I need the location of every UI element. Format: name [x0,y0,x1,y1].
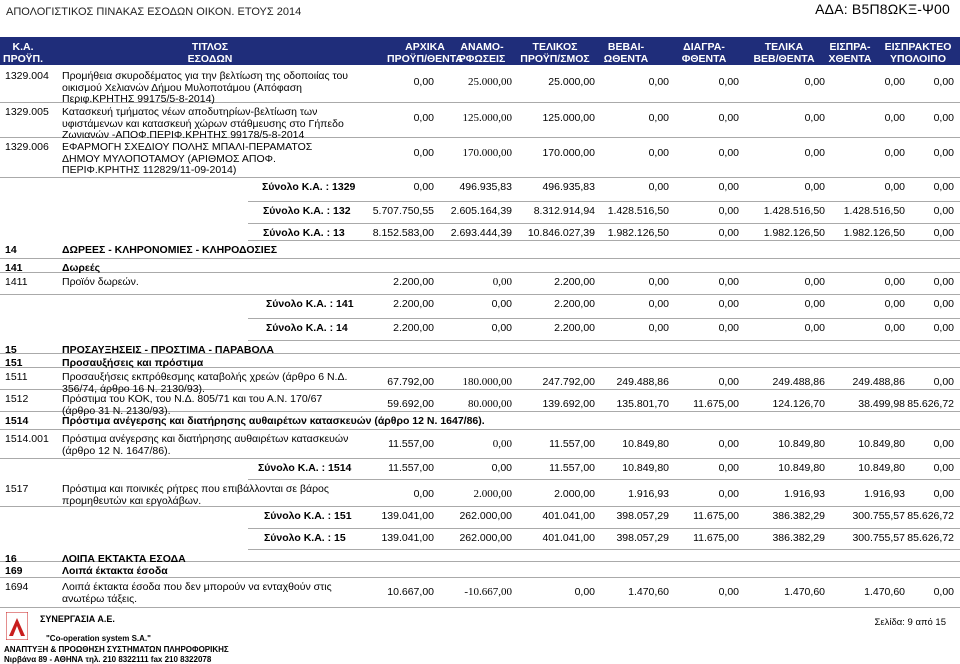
footer-address: Νιρβάνα 89 - ΑΘΗΝΑ τηλ. 210 8322111 fax 210 8322078 [4,655,212,664]
header-ka-line: Κ.Α. [12,41,34,53]
header-diagrafenta-line: ΔΙΑΓΡΑ- [683,41,725,53]
header-telikos [515,41,595,65]
cell-value: 0,00 [804,76,825,88]
cell-value: 0,00 [718,462,739,474]
subtotal-label: Σύνολο Κ.Α. : 15 [264,532,346,544]
subtotal-label: Σύνολο Κ.Α. : 13 [263,227,345,239]
cell-value: 1.982.126,50 [607,227,669,239]
header-telika_vev [746,41,822,65]
cell-value: 0,00 [491,298,512,310]
cell-value: 8.312.914,94 [533,205,595,217]
header-ypoloipo [878,41,958,65]
header-title-line: ΕΣΟΔΩΝ [187,53,233,65]
row-code: 1329.006 [5,141,49,153]
cell-value: 139.041,00 [381,532,434,544]
cell-value: 1.982.126,50 [843,227,905,239]
cell-value: 0,00 [648,112,669,124]
cell-value: 247.792,00 [542,376,595,388]
cell-value: 0,00 [492,276,512,288]
cell-value: 0,00 [718,322,739,334]
cell-value: 8.152.583,00 [372,227,434,239]
row-description: προμηθευτών και εργολάβων. [62,494,202,507]
subtotal-label: Σύνολο Κ.Α. : 14 [266,322,348,334]
cell-value: 2.200,00 [393,298,434,310]
cell-value: 2.605.164,39 [450,205,512,217]
cell-value: 0,00 [933,462,954,474]
cell-value: 0,00 [884,298,905,310]
cell-value: 398.057,29 [616,532,669,544]
cell-value: 249.488,86 [772,376,825,388]
cell-value: 386.382,29 [772,532,825,544]
cell-value: 401.041,00 [542,532,595,544]
cell-value: 0,00 [574,586,595,598]
cell-value: 0,00 [718,586,739,598]
header-eispraxthenta [818,41,882,65]
header-ypoloipo-line: ΕΙΣΠΡΑΚΤΕΟ [884,41,952,53]
cell-value: 1.470,60 [628,586,669,598]
row-description: Λοιπά έκτακτα έσοδα [62,565,168,577]
row-separator [248,549,960,550]
cell-value: 0,00 [413,147,434,159]
cell-value: 0,00 [804,147,825,159]
cell-value: 0,00 [933,438,954,450]
cell-value: 11.675,00 [693,532,739,544]
row-code: 1329.004 [5,70,49,82]
cell-value: 11.557,00 [388,462,434,474]
row-code: 151 [5,357,23,369]
cell-value: 0,00 [718,181,739,193]
row-separator [248,201,960,202]
header-title-line: ΤΙΤΛΟΣ [191,41,229,53]
row-description: ΠΕΡΙΦ.ΚΡΗΤΗΣ 112829/11-09-2014) [62,164,237,176]
header-ypoloipo-line: ΥΠΟΛΟΙΠΟ [889,53,947,65]
subtotal-label: Σύνολο Κ.Α. : 1329 [262,181,356,193]
row-description: Δωρεές [62,262,101,274]
page-number: Σελίδα: 9 από 15 [874,617,946,628]
row-code: 15 [5,344,17,356]
page-title: ΑΠΟΛΟΓΙΣΤΙΚΟΣ ΠΙΝΑΚΑΣ ΕΣΟΔΩΝ ΟΙΚΟΝ. ΕΤΟΥΣ 2014 [6,6,302,18]
cell-value: 0,00 [933,322,954,334]
cell-value: 0,00 [648,76,669,88]
row-separator [0,272,960,273]
cell-value: 10.846.027,39 [527,227,595,239]
header-arxika-line: ΠΡΟΫΠ/ΘΕΝΤΑ [387,53,463,65]
row-description: ΔΩΡΕΕΣ - ΚΛΗΡΟΝΟΜΙΕΣ - ΚΛΗΡΟΔΟΣΙΕΣ [62,244,278,256]
cell-value: 67.792,00 [387,376,434,388]
row-separator [248,223,960,224]
cell-value: 0,00 [933,112,954,124]
row-separator [0,458,960,459]
header-eispraxthenta-line: ΕΙΣΠΡΑ- [829,41,871,53]
cell-value: 0,00 [933,205,954,217]
row-description: (άρθρο 12 Ν. 1647/86). [62,444,171,457]
cell-value: 11.675,00 [693,398,739,410]
cell-value: 1.470,60 [784,586,825,598]
row-code: 14 [5,244,17,256]
cell-value: 170.000,00 [462,147,512,159]
row-description: Κατασκευή τμήματος νέων αποδυτηρίων-βελτίωση των [62,106,318,118]
row-separator [0,294,960,295]
header-telikos-line: ΤΕΛΙΚΟΣ [532,41,578,53]
row-separator [248,479,960,480]
cell-value: 1.916,93 [864,488,905,500]
cell-value: 139.041,00 [381,510,434,522]
cell-value: 0,00 [413,488,434,500]
cell-value: 10.849,80 [858,438,905,450]
cell-value: 59.692,00 [387,398,434,410]
row-separator [248,318,960,319]
cell-value: 124.126,70 [772,398,825,410]
row-description: Πρόστιμα ανέγερσης και διατήρησης αυθαιρέτων κατασκευών (άρθρο 12 Ν. 1647/86). [62,415,485,427]
cell-value: 0,00 [492,438,512,450]
cell-value: 1.916,93 [784,488,825,500]
header-anamorfoseis-line: ΑΝΑΜΟ- [460,41,504,53]
cell-value: 386.382,29 [772,510,825,522]
footer-dev: ΑΝΑΠΤΥΞΗ & ΠΡΟΩΘΗΣΗ ΣΥΣΤΗΜΑΤΩΝ ΠΛΗΡΟΦΟΡΙΚΗΣ [4,645,229,654]
cell-value: 25.000,00 [468,76,512,88]
cell-value: 0,00 [804,181,825,193]
cell-value: 300.755,57 [852,510,905,522]
row-code: 1514.001 [5,433,49,445]
cell-value: 2.000,00 [473,488,512,500]
cell-value: 0,00 [884,112,905,124]
cell-value: 180.000,00 [462,376,512,388]
cell-value: 0,00 [648,298,669,310]
row-description: (άρθρο 31 Ν. 2130/93). [62,404,171,417]
cell-value: 10.849,80 [622,438,669,450]
cell-value: 0,00 [804,276,825,288]
row-description: Ζωνιανών -ΑΠΟΦ.ΠΕΡΙΦ.ΚΡΗΤΗΣ 99178/5-8-2014 [62,129,305,141]
cell-value: 0,00 [491,462,512,474]
row-separator [0,177,960,178]
subtotal-label: Σύνολο Κ.Α. : 132 [263,205,351,217]
cell-value: 10.849,80 [778,462,825,474]
row-separator [0,577,960,578]
cell-value: 1.428.516,50 [607,205,669,217]
cell-value: 0,00 [648,181,669,193]
cell-value: 398.057,29 [616,510,669,522]
header-ka [2,41,44,65]
row-separator [248,528,960,529]
cell-value: 0,00 [933,76,954,88]
cell-value: 11.557,00 [549,462,595,474]
ada-code: ΑΔΑ: Β5Π8ΩΚΞ-Ψ00 [815,1,950,17]
cell-value: 0,00 [884,147,905,159]
cell-value: 262.000,00 [459,532,512,544]
row-description: ΔΗΜΟΥ ΜΥΛΟΠΟΤΑΜΟΥ (ΑΡΙΘΜΟΣ ΑΠΟΦ. [62,152,276,165]
cell-value: 0,00 [718,298,739,310]
cell-value: 0,00 [884,322,905,334]
header-telika_vev-line: ΤΕΛΙΚΑ [764,41,804,53]
cell-value: 0,00 [933,276,954,288]
row-code: 141 [5,262,23,274]
cell-value: 1.982.126,50 [763,227,825,239]
cell-value: 0,00 [718,76,739,88]
cell-value: 11.557,00 [388,438,434,450]
cell-value: 496.935,83 [459,181,512,193]
row-separator [0,607,960,608]
cell-value: 2.693.444,39 [450,227,512,239]
row-description: ΛΟΙΠΑ ΕΚΤΑΚΤΑ ΕΣΟΔΑ [62,553,186,565]
cell-value: 0,00 [884,181,905,193]
row-code: 1514 [5,415,29,427]
cell-value: 0,00 [718,276,739,288]
row-separator [248,240,960,241]
row-description: Πρόστιμα και ποινικές ρήτρες που επιβάλλονται σε βάρος [62,483,329,495]
header-telikos-line: ΠΡΟΫΠ/ΣΜΟΣ [520,53,590,65]
cell-value: 170.000,00 [542,147,595,159]
row-separator [0,429,960,430]
cell-value: 1.916,93 [628,488,669,500]
cell-value: 85.626,72 [907,398,954,410]
cell-value: 0,00 [933,227,954,239]
cell-value: 2.200,00 [554,276,595,288]
cell-value: 10.849,80 [778,438,825,450]
row-description: 356/74, άρθρο 16 Ν. 2130/93). [62,382,205,395]
cell-value: 10.849,80 [622,462,669,474]
cell-value: 85.626,72 [907,532,954,544]
row-code: 1512 [5,393,29,405]
cell-value: -10.667,00 [464,586,512,598]
row-description: Προϊόν δωρεών. [62,276,139,288]
header-arxika-line: ΑΡΧΙΚΑ [405,41,445,53]
header-eispraxthenta-line: ΧΘΕΝΤΑ [828,53,872,65]
cell-value: 0,00 [413,181,434,193]
cell-value: 0,00 [718,227,739,239]
cell-value: 0,00 [933,376,954,388]
cell-value: 0,00 [491,322,512,334]
cell-value: 0,00 [804,112,825,124]
header-telika_vev-line: ΒΕΒ/ΘΕΝΤΑ [753,53,815,65]
cell-value: 0,00 [933,181,954,193]
footer-company: ΣΥΝΕΡΓΑΣΙΑ Α.Ε. [40,614,115,624]
header-anamorfoseis-line: ΡΦΩΣΕΙΣ [458,53,506,65]
cell-value: 249.488,86 [852,376,905,388]
header-ka-line: ΠΡΟΫΠ. [3,53,43,65]
cell-value: 0,00 [884,76,905,88]
cell-value: 496.935,83 [542,181,595,193]
cell-value: 2.200,00 [393,276,434,288]
cell-value: 1.470,60 [864,586,905,598]
footer-cos: "Co-operation system S.A." [46,634,151,643]
cell-value: 0,00 [933,147,954,159]
cell-value: 10.667,00 [387,586,434,598]
row-description: Λοιπά έκτακτα έσοδα που δεν μπορούν να ενταχθούν στις [62,581,332,593]
cell-value: 11.557,00 [549,438,595,450]
cell-value: 0,00 [718,112,739,124]
header-diagrafenta [669,41,739,65]
cell-value: 0,00 [718,147,739,159]
company-logo-icon [6,612,28,640]
row-description: Πρόστιμα του ΚΟΚ, του Ν.Δ. 805/71 και του Α.Ν. 170/67 [62,393,323,405]
row-description: Προσαυξήσεις και πρόστιμα [62,357,204,369]
header-vevaiothenta-line: ΒΕΒΑΙ- [607,41,645,53]
row-code: 1694 [5,581,29,593]
row-code: 1329.005 [5,106,49,118]
cell-value: 0,00 [718,376,739,388]
cell-value: 2.200,00 [554,322,595,334]
cell-value: 25.000,00 [548,76,595,88]
cell-value: 2.200,00 [554,298,595,310]
subtotal-label: Σύνολο Κ.Α. : 141 [266,298,354,310]
row-separator [248,340,960,341]
row-description: ανωτέρω τάξεις. [62,592,138,605]
row-description: υφιστάμενων και κατασκευή χώρων στάθμευσης στο Γήπεδο [62,117,344,130]
cell-value: 2.200,00 [393,322,434,334]
row-code: 169 [5,565,23,577]
header-vevaiothenta [593,41,659,65]
row-description: Προμήθεια σκυροδέματος για την βελτίωση της οδοποιίας του [62,70,349,82]
cell-value: 10.849,80 [858,462,905,474]
header-anamorfoseis [452,41,512,65]
cell-value: 262.000,00 [459,510,512,522]
cell-value: 0,00 [648,147,669,159]
cell-value: 1.428.516,50 [763,205,825,217]
cell-value: 11.675,00 [693,510,739,522]
cell-value: 85.626,72 [907,510,954,522]
row-description: Περιφ.ΚΡΗΤΗΣ 99175/5-8-2014) [62,93,215,105]
row-description: Προσαυξήσεις εκπρόθεσμης καταβολής χρεών (άρθρο 6 Ν.Δ. [62,371,348,383]
cell-value: 139.692,00 [542,398,595,410]
cell-value: 135.801,70 [616,398,669,410]
cell-value: 249.488,86 [616,376,669,388]
cell-value: 2.000,00 [554,488,595,500]
cell-value: 0,00 [933,488,954,500]
cell-value: 0,00 [933,298,954,310]
cell-value: 0,00 [804,322,825,334]
cell-value: 0,00 [413,76,434,88]
subtotal-label: Σύνολο Κ.Α. : 1514 [258,462,352,474]
cell-value: 80.000,00 [468,398,512,410]
cell-value: 0,00 [718,438,739,450]
cell-value: 125.000,00 [462,112,512,124]
cell-value: 300.755,57 [852,532,905,544]
row-code: 1517 [5,483,29,495]
row-code: 1511 [5,371,28,383]
cell-value: 0,00 [648,276,669,288]
cell-value: 0,00 [648,322,669,334]
header-diagrafenta-line: ΦΘΕΝΤΑ [681,53,727,65]
cell-value: 5.707.750,55 [372,205,434,217]
row-description: Πρόστιμα ανέγερσης και διατήρησης αυθαιρέτων κατασκευών [62,433,349,445]
header-title [170,41,250,65]
row-code: 16 [5,553,17,565]
cell-value: 0,00 [933,586,954,598]
row-description: ΕΦΑΡΜΟΓΗ ΣΧΕΔΙΟΥ ΠΟΛΗΣ ΜΠΑΛΙ-ΠΕΡΑΜΑΤΟΣ [62,141,313,153]
row-separator [0,258,960,259]
cell-value: 0,00 [718,488,739,500]
row-code: 1411 [5,276,28,288]
row-description: ΠΡΟΣΑΥΞΗΣΕΙΣ - ΠΡΟΣΤΙΜΑ - ΠΑΡΑΒΟΛΑ [62,344,274,356]
cell-value: 0,00 [804,298,825,310]
subtotal-label: Σύνολο Κ.Α. : 151 [264,510,352,522]
row-description: οικισμού Χελιανών Δήμου Μυλοποτάμου (Απόφαση [62,81,303,94]
cell-value: 1.428.516,50 [843,205,905,217]
cell-value: 401.041,00 [542,510,595,522]
cell-value: 0,00 [718,205,739,217]
header-vevaiothenta-line: ΩΘΕΝΤΑ [603,53,649,65]
cell-value: 125.000,00 [542,112,595,124]
cell-value: 0,00 [884,276,905,288]
cell-value: 38.499,98 [858,398,905,410]
cell-value: 0,00 [413,112,434,124]
